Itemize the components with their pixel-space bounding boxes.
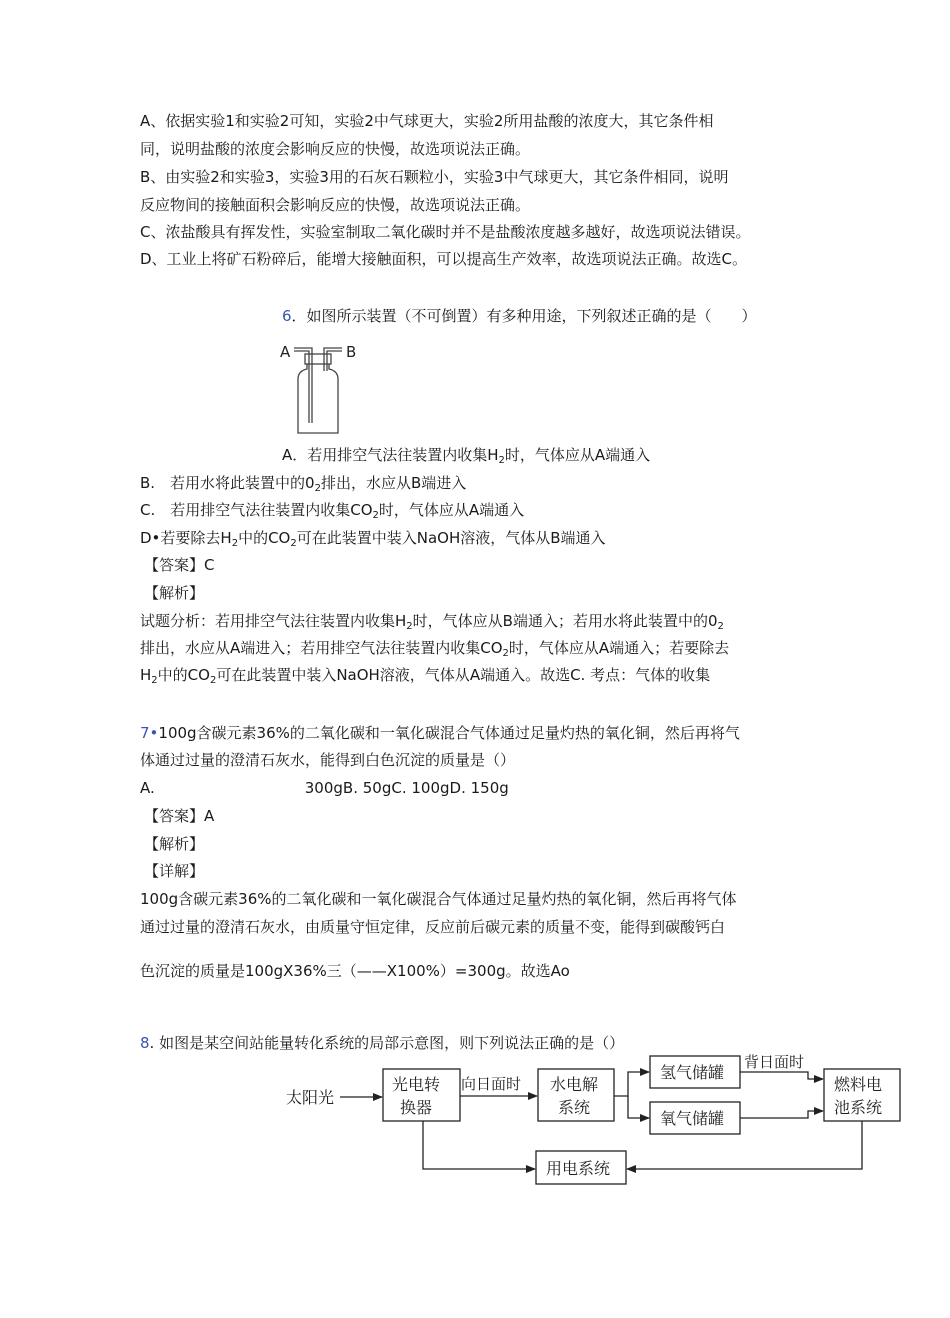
h2-tank-label: 氢气储罐 [660, 1063, 725, 1082]
q6-answer: 【答案】C [144, 556, 215, 574]
q6-analysis-heading: 【解析】 [144, 584, 205, 602]
fuelcell-label-1: 燃料电 [834, 1075, 883, 1094]
q8-number: 8 [140, 1034, 150, 1052]
q7-options: A. 300gB. 50gC. 100gD. 150g [140, 779, 509, 797]
q6-stem [282, 306, 757, 326]
p5-a-line2: 同，说明盐酸的浓度会影响反应的快慢，故选项说法正确。 [140, 140, 531, 158]
q7-stem-line1: 7•100g含碳元素36%的二氧化碳和一氧化碳混合气体通过足量灼热的氧化铜，然后再将气 [140, 724, 740, 742]
q7-explanation-line1: 100g含碳元素36%的二氧化碳和一氧化碳混合气体通过足量灼热的氧化铜，然后再将气体 [140, 890, 737, 908]
electrolysis-label-2: 系统 [558, 1098, 591, 1117]
converter-label-1: 光电转 [392, 1075, 441, 1094]
q6-option-a: A．若用排空气法往装置内收集$H_2$时，气体应从A端通入 [282, 446, 651, 466]
q7-number: 7• [140, 724, 159, 742]
electrolysis-label-1: 水电解 [550, 1075, 599, 1094]
fuelcell-label-2: 池系统 [834, 1098, 883, 1117]
q6-explanation-line2: 排出，水应从A端进入；若用排空气法往装置内收集$CO_2$时，气体应从A端通入；若要除去 [140, 639, 730, 659]
p5-b-line1: B、由实验2和实验3，实验3用的石灰石颗粒小，实验3中气球更大，其它条件相同，说明 [140, 168, 729, 186]
q7-explanation-line3: 色沉淀的质量是100gX36%三（——X100%）=300g。故选Ao [140, 962, 570, 980]
o2-tank-label: 氧气储罐 [660, 1109, 725, 1128]
q6-explanation-line1: 试题分析：若用排空气法往装置内收集$H_2$时，气体应从B端通入；若用水将此装置中的$0_2$ [140, 612, 724, 632]
gas-bottle-figure [278, 335, 368, 439]
q7-stem-line2: 体通过过量的澄清石灰水，能得到白色沉淀的质量是（） [140, 751, 516, 769]
p5-c-line: C、浓盐酸具有挥发性，实验室制取二氧化碳时并不是盐酸浓度越多越好，故选项说法错误。 [140, 223, 751, 241]
q8-stem: 8. 如图是某空间站能量转化系统的局部示意图，则下列说法正确的是（） [140, 1034, 625, 1052]
energy-system-diagram [278, 1053, 908, 1193]
power-system-label: 用电系统 [546, 1159, 611, 1178]
q6-number: 6 [282, 307, 292, 325]
sunlight-label: 太阳光 [286, 1088, 335, 1107]
q7-analysis-heading: 【解析】 [144, 835, 205, 853]
p5-d-line: D、工业上将矿石粉碎后，能增大接触面积，可以提高生产效率，故选项说法正确。故选C。 [140, 250, 748, 268]
night-side-label: 背日面时 [744, 1053, 805, 1071]
port-a-label: A [280, 343, 291, 361]
q7-explanation-line2: 通过过量的澄清石灰水，由质量守恒定律，反应前后碳元素的质量不变，能得到碳酸钙白 [140, 918, 726, 936]
day-side-label: 向日面时 [461, 1075, 522, 1093]
q6-option-c: C. 若用排空气法往装置内收集$CO_2$时，气体应从A端通入 [140, 501, 525, 521]
converter-label-2: 换器 [400, 1098, 433, 1117]
q7-detail-heading: 【详解】 [144, 862, 205, 880]
q6-explanation-line3: $H_2$中的$CO_2$可在此装置中装入NaOH溶液，气体从A端通入。故选C. 考点：气体的收集 [140, 666, 711, 686]
p5-a-line1: A、依据实验1和实验2可知，实验2中气球更大，实验2所用盐酸的浓度大，其它条件相 [140, 112, 714, 130]
port-b-label: B [346, 343, 357, 361]
q6-option-b: B. 若用水将此装置中的$0_2$排出，水应从B端进入 [140, 474, 467, 494]
q6-option-d: D•若要除去$H_2$中的$CO_2$可在此装置中装入NaOH溶液，气体从B端通入 [140, 529, 606, 549]
q6-stem-text: ．如图所示装置（不可倒置）有多种用途，下列叙述正确的是（ ） [291, 307, 757, 325]
p5-b-line2: 反应物间的接触面积会影响反应的快慢，故选项说法正确。 [140, 196, 531, 214]
q7-answer: 【答案】A [144, 807, 215, 825]
